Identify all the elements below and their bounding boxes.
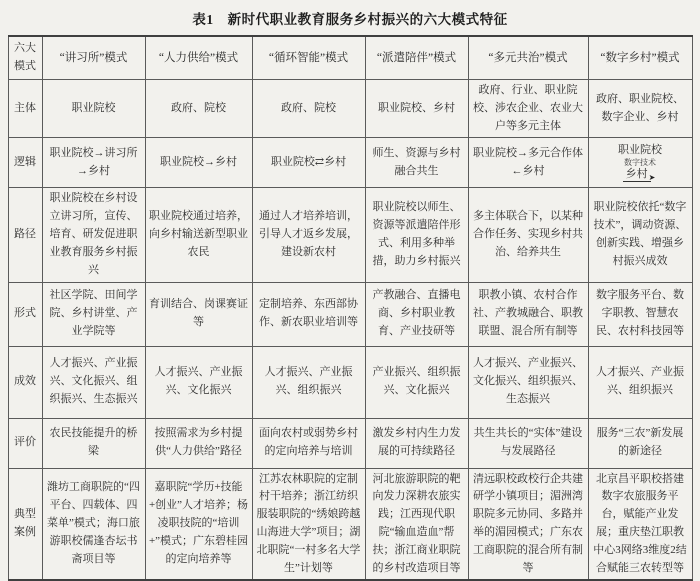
table-cell: 职业院校在乡村设立讲习所，宣传、培育、研发促进职业教育服务乡村振兴 <box>42 188 145 282</box>
table-cell: 职业院校依托“数字技术”，调动资源、创新实践、增强乡村振兴成效 <box>588 188 692 282</box>
table-row <box>8 346 692 418</box>
table-cell: 通过人才培养培训，引导人才返乡发展，建设新农村 <box>252 188 365 282</box>
table-cell: 数字服务平台、数字职教、智慧农民、农村科技园等 <box>588 282 692 346</box>
table-cell: 师生、资源与乡村融合共生 <box>365 138 468 188</box>
table-cell: 育训结合、岗课赛证等 <box>145 282 252 346</box>
table-cell: 人才振兴、产业振兴、组织振兴 <box>588 346 692 418</box>
table-cell: 人才振兴、产业振兴、文化振兴、组织振兴、生态振兴 <box>468 346 588 418</box>
flow-target-label: 乡村 <box>623 168 651 182</box>
row-label: 逻辑 <box>8 138 42 188</box>
table-row <box>8 468 692 580</box>
table-row <box>8 282 692 346</box>
row-label: 形式 <box>8 282 42 346</box>
table-cell: 职业院校→多元合作体←乡村 <box>468 138 588 188</box>
row-label: 典型案例 <box>8 468 42 580</box>
table-cell: 嘉职院“学历+技能+创业”人才培养；杨凌职技院的“培训+”模式；广东碧桂园的定向培养等 <box>145 468 252 580</box>
table-cell: 多主体联合下，以某种合作任务、实现乡村共治、给养共生 <box>468 188 588 282</box>
row-label: 主体 <box>8 80 42 138</box>
table-cell: 职业院校 <box>42 80 145 138</box>
column-header: “循环智能”模式 <box>252 36 365 80</box>
table-cell: 职业院校⇄乡村 <box>252 138 365 188</box>
column-header: “人力供给”模式 <box>145 36 252 80</box>
table-cell: 江苏农林职院的定制村干培养；浙江纺织服装职院的“绣娘跨越山海进大学”项目；湖北职院“一村多名大学生”计划等 <box>252 468 365 580</box>
row-label: 路径 <box>8 188 42 282</box>
table-cell: 服务“三农”新发展的新途径 <box>588 418 692 468</box>
table-row <box>8 188 692 282</box>
table-cell: 职业院校→乡村 <box>145 138 252 188</box>
row-label: 成效 <box>8 346 42 418</box>
table-row <box>8 80 692 138</box>
table-cell: 潍坊工商职院的“四平台、四载体、四菜单”模式；海口旅游职校儒逢杏坛书斋项目等 <box>42 468 145 580</box>
right-arrow-icon: ➤ <box>648 173 656 183</box>
digital-flow-diagram <box>592 144 689 183</box>
table-cell <box>588 138 692 188</box>
table-cell: 清远职校政校行企共建研学小镇项目；湄洲湾职院多元协同、多路并举的湄园模式；广东农工商职院的混合所有制等 <box>468 468 588 580</box>
table-cell: 职业院校、乡村 <box>365 80 468 138</box>
table-cell: 定制培养、东西部协作、新农职业培训等 <box>252 282 365 346</box>
table-row <box>8 138 692 188</box>
table-cell: 农民技能提升的桥梁 <box>42 418 145 468</box>
table-cell: 河北旅游职院的靶向发力深耕农旅实践；江西现代职院“输血造血”帮扶；浙江商业职院的乡村改造项目等 <box>365 468 468 580</box>
table-cell: 人才振兴、产业振兴、文化振兴、组织振兴、生态振兴 <box>42 346 145 418</box>
table-title: 表1 新时代职业教育服务乡村振兴的六大模式特征 <box>192 12 508 27</box>
modes-table <box>8 35 693 581</box>
flow-source-label: 职业院校 <box>618 143 662 156</box>
column-header: “多元共治”模式 <box>468 36 588 80</box>
table-cell: 政府、行业、职业院校、涉农企业、农业大户等多元主体 <box>468 80 588 138</box>
column-header: “数字乡村”模式 <box>588 36 692 80</box>
column-header: “派遣陪伴”模式 <box>365 36 468 80</box>
table-cell: 政府、职业院校、数字企业、乡村 <box>588 80 692 138</box>
corner-header: 六大模式 <box>8 36 42 80</box>
table-cell: 产业振兴、组织振兴、文化振兴 <box>365 346 468 418</box>
table-row <box>8 418 692 468</box>
flow-via-label: 数字技术 <box>624 158 656 168</box>
table-cell: 共生共长的“实体”建设与发展路径 <box>468 418 588 468</box>
table-cell: 产教融合、直播电商、乡村职业教育、产业技研等 <box>365 282 468 346</box>
row-label: 评价 <box>8 418 42 468</box>
table-cell: 职教小镇、农村合作社、产教城融合、职教联盟、混合所有制等 <box>468 282 588 346</box>
table-cell: 北京昌平职校搭建数字农旅服务平台，赋能产业发展；重庆垫江职教中心3网络3维度2结合赋能三农转型等 <box>588 468 692 580</box>
table-cell: 政府、院校 <box>252 80 365 138</box>
table-cell: 人才振兴、产业振兴、文化振兴 <box>145 346 252 418</box>
header-row <box>8 36 692 80</box>
column-header: “讲习所”模式 <box>42 36 145 80</box>
table-cell: 职业院校以师生、资源等派遣陪伴形式、利用多种举措，助力乡村振兴 <box>365 188 468 282</box>
table-cell: 面向农村或弱势乡村的定向培养与培训 <box>252 418 365 468</box>
table-cell: 社区学院、田间学院、乡村讲堂、产业学院等 <box>42 282 145 346</box>
table-cell: 政府、院校 <box>145 80 252 138</box>
table-cell: 激发乡村内生力发展的可持续路径 <box>365 418 468 468</box>
table-cell: 按照需求为乡村提供“人力供给”路径 <box>145 418 252 468</box>
table-cell: 职业院校→讲习所→乡村 <box>42 138 145 188</box>
table-cell: 职业院校通过培养，向乡村输送新型职业农民 <box>145 188 252 282</box>
table-cell: 人才振兴、产业振兴、组织振兴 <box>252 346 365 418</box>
